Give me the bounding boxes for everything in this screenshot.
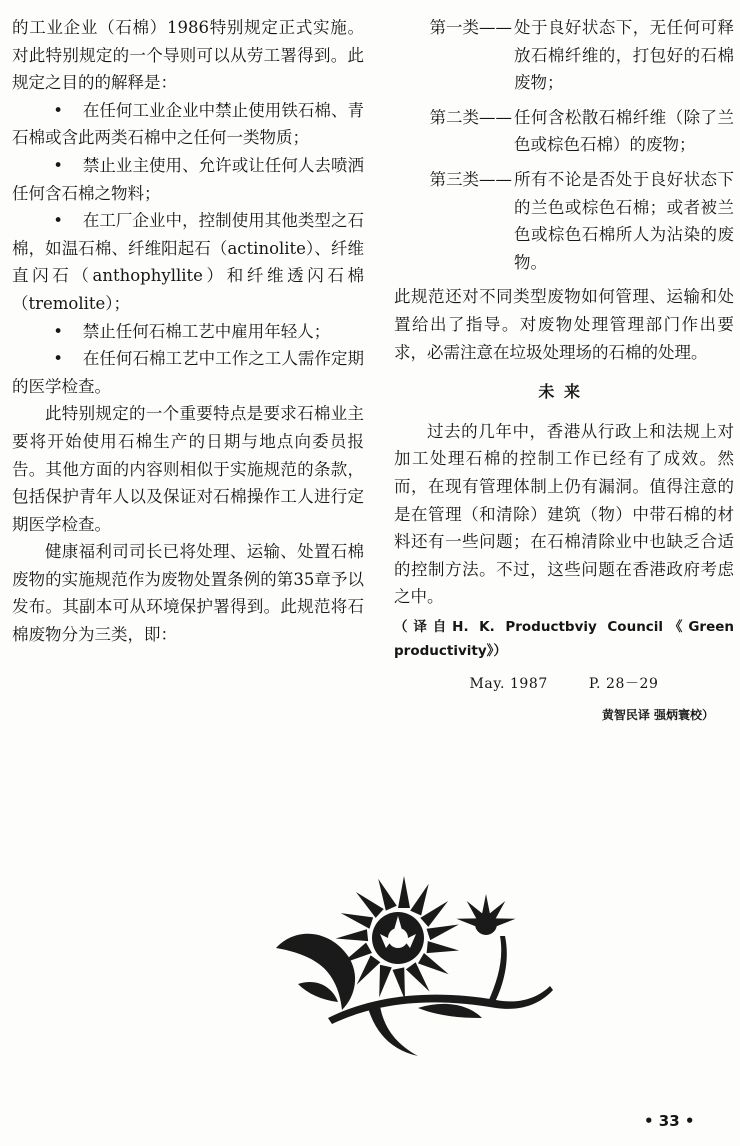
bullet-item-5: • 在任何石棉工艺中工作之工人需作定期的医学检查。 [12,345,364,400]
paragraph-special-feature: 此特别规定的一个重要特点是要求石棉业主要将开始使用石棉生产的日期与地点向委员报告。其他方面的内容则相似于实施规范的条款，包括保护青年人以及保证对石棉操作工人进行定期医学检查。 [12,404,364,534]
translator-credits: 黄智民译 强炳寰校） [601,708,714,723]
paragraph-guidance: 此规范还对不同类型废物如何管理、运输和处置给出了指导。对废物处理管理部门作出要求，必需注意在垃圾处理场的石棉的处理。 [394,287,734,362]
page-number: • 33 • [644,1112,695,1130]
left-column [12,14,364,649]
section-heading-future: 未来 [538,382,590,402]
paragraph-code-of-practice: 健康福利司司长已将处理、运输、处置石棉废物的实施规范作为废物处置条例的第35章予以发布。其副本可从环境保护署得到。此规范将石棉废物分为三类，即： [12,542,364,645]
category-1-name: 第一类—— [429,18,512,37]
publication-date: May. 1987 [469,675,548,692]
bullet-item-1: • 在任何工业企业中禁止使用铁石棉、青石棉或含此两类石棉中之任何一类物质； [12,97,364,152]
category-2-desc: 任何含松散石棉纤维（除了兰色或棕色石棉）的废物； [514,107,734,155]
bullet-item-3: • 在工厂企业中，控制使用其他类型之石棉，如温石棉、纤维阳起石（actinolite）、纤维直闪石（anthophyllite）和纤维透闪石棉（tremolite）； [12,207,364,317]
category-2-name: 第二类—— [429,107,512,127]
chrysanthemum-illustration [268,868,558,1068]
category-3-desc: 所有不论是否处于良好状态下的兰色或棕色石棉；或者被兰色或棕色石棉所人为沾染的废物。 [514,169,734,272]
publication-info [394,671,734,699]
category-1-desc: 处于良好状态下，无任何可释放石棉纤维的，打包好的石棉废物； [514,18,734,93]
paragraph-future: 过去的几年中，香港从行政上和法规上对加工处理石棉的控制工作已经有了成效。然而，在现有管理体制上仍有漏洞。值得注意的是在管理（和清除）建筑（物）中带石棉的材料还有一些问题；在石棉清除业中也缺乏合适的控制方法。不过，这些问题在香港政府考虑之中。 [394,421,734,607]
publication-pages: P. 28－29 [588,675,659,692]
right-column [394,14,734,730]
category-3-name: 第三类—— [429,169,512,189]
paragraph-intro: 的工业企业（石棉）1986特别规定正式实施。对此特别规定的一个导则可以从劳工署得到。此规定之目的的解释是： [12,18,364,93]
bullet-item-4: • 禁止任何石棉工艺中雇用年轻人； [12,318,364,346]
category-2 [394,104,734,159]
category-1 [394,14,734,97]
source-citation: （译自H. K. Productbviy Council《Green productivity》） [394,618,734,659]
category-3 [394,166,734,276]
bullet-item-2: • 禁止业主使用、允许或让任何人去喷洒任何含石棉之物料； [12,152,364,207]
